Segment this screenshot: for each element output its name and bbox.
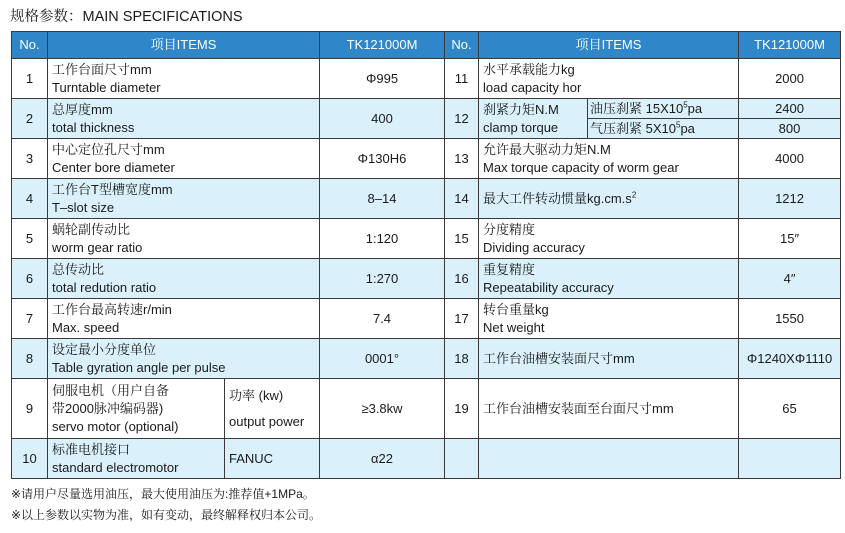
item-cn: 设定最小分度单位 xyxy=(52,341,157,357)
item-cell xyxy=(479,99,588,139)
empty-cell xyxy=(739,439,841,479)
value-cell: 1:270 xyxy=(320,259,445,299)
item-cn: 总传动比 xyxy=(52,261,105,277)
row-no: 5 xyxy=(12,219,48,259)
row-no: 13 xyxy=(445,139,479,179)
table-row xyxy=(12,339,841,379)
interface-sub-cell: FANUC xyxy=(225,439,320,479)
pneumatic-clamp-label: 气压刹紧 $5X10^5pa$ xyxy=(588,118,738,138)
item-cn: 水平承载能力kg xyxy=(483,61,575,77)
table-row xyxy=(12,99,841,139)
item-cell xyxy=(48,99,320,139)
item-cn: 分度精度 xyxy=(483,221,536,237)
item-sup: 2 xyxy=(631,190,637,200)
hydraulic-clamp-label: 油压刹紧 $15X10^5pa$ xyxy=(590,100,703,116)
table-row xyxy=(12,179,841,219)
row-no: 7 xyxy=(12,299,48,339)
item-cn: 允许最大驱动力矩N.M xyxy=(483,141,611,157)
item-cn: 中心定位孔尺寸mm xyxy=(52,141,165,157)
footnote-disclaimer: ※以上参数以实物为准，如有变动，最终解释权归本公司。 xyxy=(11,508,322,522)
item-cell xyxy=(479,179,739,219)
row-no: 12 xyxy=(445,99,479,139)
item-cn: 工作台油槽安装面尺寸mm xyxy=(483,350,635,366)
row-no: 6 xyxy=(12,259,48,299)
value-cell: 65 xyxy=(739,379,841,439)
value-cell: Φ995 xyxy=(320,59,445,99)
item-cn: 重复精度 xyxy=(483,261,536,277)
value-cell: α22 xyxy=(320,439,445,479)
clamp-value-cell xyxy=(739,99,841,139)
value-cell: 0001° xyxy=(320,339,445,379)
row-no: 8 xyxy=(12,339,48,379)
item-en: Center bore diameter xyxy=(52,159,175,175)
row-no: 16 xyxy=(445,259,479,299)
row-no: 11 xyxy=(445,59,479,99)
clamp-sub-cell xyxy=(588,99,739,139)
header-items-right: 项目ITEMS xyxy=(479,32,739,59)
item-cn: 总厚度mm xyxy=(52,101,113,117)
item-cell xyxy=(48,219,320,259)
table-row xyxy=(12,439,841,479)
row-no: 15 xyxy=(445,219,479,259)
header-no-left: No. xyxy=(12,32,48,59)
item-cell xyxy=(479,259,739,299)
item-cell xyxy=(479,379,739,439)
value-cell: 4″ xyxy=(739,259,841,299)
footnotes xyxy=(11,484,321,526)
row-no: 2 xyxy=(12,99,48,139)
item-en: T–slot size xyxy=(52,199,115,215)
page-title: 规格参数：MAIN SPECIFICATIONS xyxy=(10,9,243,25)
item-en: total thickness xyxy=(52,119,135,135)
item-cn: 蜗轮副传动比 xyxy=(52,221,131,237)
row-no: 18 xyxy=(445,339,479,379)
item-cell xyxy=(479,59,739,99)
power-en: output power xyxy=(229,413,305,429)
hydraulic-clamp-value: 2400 xyxy=(775,101,804,116)
item-en: Turntable diameter xyxy=(52,79,161,95)
table-row xyxy=(12,219,841,259)
item-en: Table gyration angle per pulse xyxy=(52,359,226,375)
item-cn: 刹紧力矩N.M xyxy=(483,101,559,117)
item-cell xyxy=(48,139,320,179)
table-row xyxy=(12,139,841,179)
item-cell xyxy=(48,379,225,439)
item-en: worm gear ratio xyxy=(52,239,143,255)
value-cell: Φ1240XΦ1110 xyxy=(739,339,841,379)
value-cell: 1550 xyxy=(739,299,841,339)
power-cn: 功率 (kw) xyxy=(229,387,284,403)
row-no: 17 xyxy=(445,299,479,339)
item-cn-line2: 带2000脉冲编码器) xyxy=(52,400,164,416)
header-no-right: No. xyxy=(445,32,479,59)
item-cn: 标准电机接口 xyxy=(52,441,131,457)
value-cell: 7.4 xyxy=(320,299,445,339)
item-cell xyxy=(48,439,225,479)
value-cell: Φ130H6 xyxy=(320,139,445,179)
item-en: clamp torque xyxy=(483,119,559,135)
item-en: Dividing accuracy xyxy=(483,239,585,255)
item-cell xyxy=(48,299,320,339)
item-cn: 工作台T型槽宽度mm xyxy=(52,181,173,197)
row-no: 3 xyxy=(12,139,48,179)
item-cell xyxy=(479,219,739,259)
row-no: 19 xyxy=(445,379,479,439)
row-no: 10 xyxy=(12,439,48,479)
specifications-table xyxy=(11,31,841,479)
value-cell: 4000 xyxy=(739,139,841,179)
value-cell: 15″ xyxy=(739,219,841,259)
item-cn: 最大工件转动惯量kg.cm.s xyxy=(483,190,632,206)
table-row xyxy=(12,59,841,99)
item-en: Max. speed xyxy=(52,319,120,335)
header-model-left: TK121000M xyxy=(320,32,445,59)
item-cell xyxy=(48,179,320,219)
item-en: standard electromotor xyxy=(52,459,179,475)
item-en: load capacity hor xyxy=(483,79,582,95)
item-en: Net weight xyxy=(483,319,545,335)
table-row xyxy=(12,379,841,439)
item-cn: 工作台最高转速r/min xyxy=(52,301,172,317)
table-row xyxy=(12,259,841,299)
value-cell: 8–14 xyxy=(320,179,445,219)
footnote-oil-pressure: ※请用户尽量选用油压，最大使用油压为:推荐值+1MPa。 xyxy=(11,487,315,501)
value-cell: 1212 xyxy=(739,179,841,219)
header-model-right: TK121000M xyxy=(739,32,841,59)
value-cell: 400 xyxy=(320,99,445,139)
item-cell xyxy=(479,339,739,379)
row-no: 1 xyxy=(12,59,48,99)
item-cell xyxy=(48,339,320,379)
item-cn: 工作台油槽安装面至台面尺寸mm xyxy=(483,400,674,416)
item-en: Repeatability accuracy xyxy=(483,279,614,295)
row-no: 14 xyxy=(445,179,479,219)
header-items-left: 项目ITEMS xyxy=(48,32,320,59)
item-cell xyxy=(479,299,739,339)
empty-cell xyxy=(445,439,479,479)
item-cell xyxy=(48,259,320,299)
row-no: 9 xyxy=(12,379,48,439)
item-en: servo motor (optional) xyxy=(52,418,179,434)
item-en: total redution ratio xyxy=(52,279,157,295)
item-cell xyxy=(479,139,739,179)
row-no: 4 xyxy=(12,179,48,219)
empty-cell xyxy=(479,439,739,479)
item-cn: 工作台面尺寸mm xyxy=(52,61,152,77)
item-cell xyxy=(48,59,320,99)
table-row xyxy=(12,299,841,339)
item-cn-line1: 伺服电机（用户自备 xyxy=(52,382,170,398)
value-cell: ≥3.8kw xyxy=(320,379,445,439)
item-en: Max torque capacity of worm gear xyxy=(483,159,679,175)
value-cell: 1:120 xyxy=(320,219,445,259)
value-cell: 2000 xyxy=(739,59,841,99)
power-sub-cell xyxy=(225,379,320,439)
pneumatic-clamp-value: 800 xyxy=(739,118,840,138)
item-cn: 转台重量kg xyxy=(483,301,549,317)
table-header-row xyxy=(12,32,841,59)
